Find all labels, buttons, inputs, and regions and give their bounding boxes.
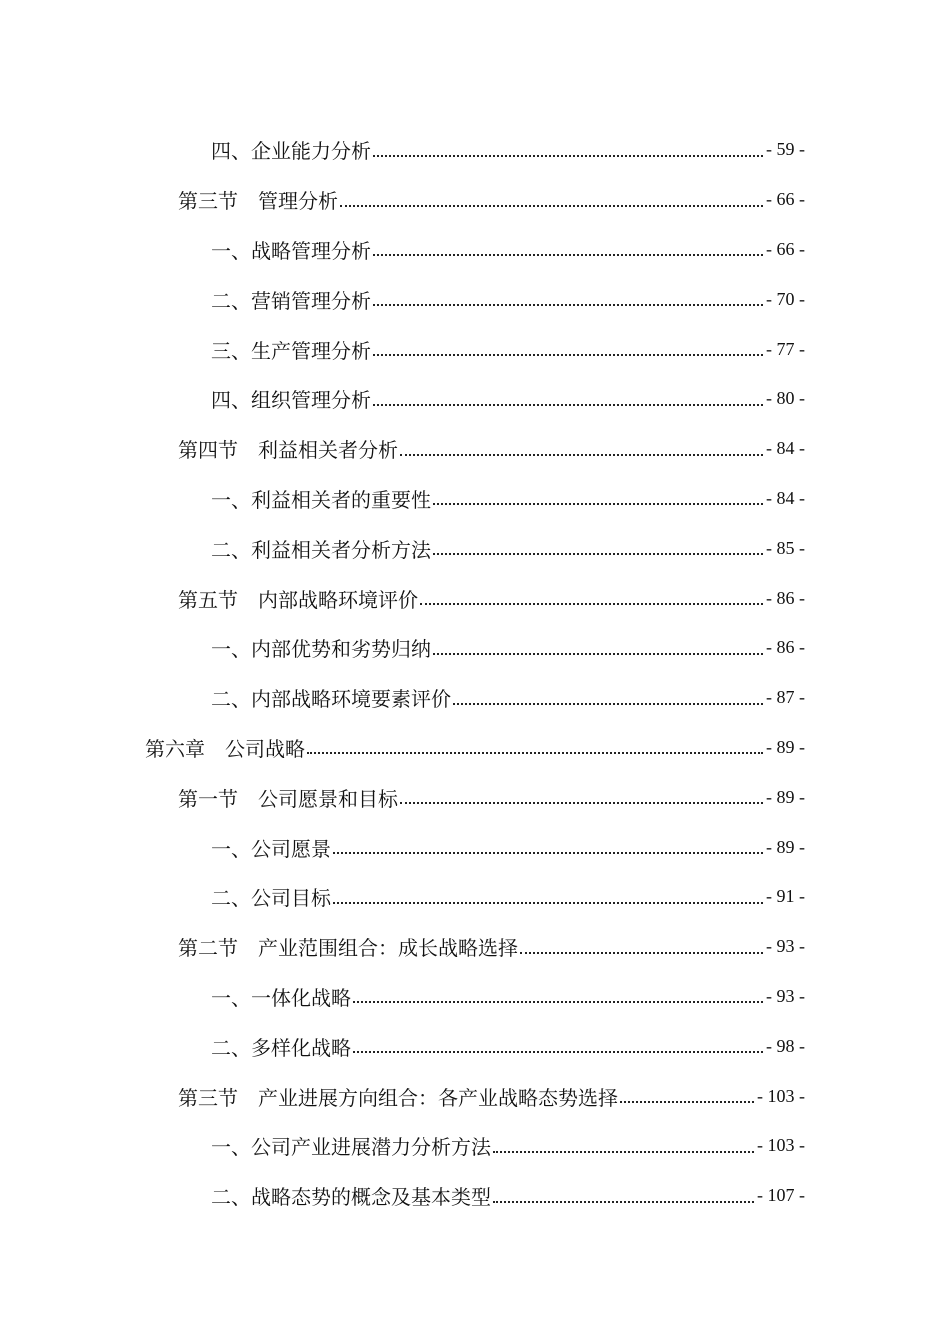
- toc-page-number: - 93 -: [766, 985, 805, 1006]
- toc-page-number: - 70 -: [766, 288, 805, 309]
- dot-leader: [373, 304, 763, 306]
- toc-entry-title: 四、组织管理分析: [211, 388, 371, 413]
- toc-page-number: - 89 -: [766, 786, 805, 807]
- dot-leader: [620, 1101, 754, 1103]
- dot-leader: [520, 952, 763, 954]
- toc-page-number: - 93 -: [766, 936, 805, 957]
- toc-page-number: - 86 -: [766, 637, 805, 658]
- dot-leader: [353, 1051, 763, 1053]
- dot-leader: [400, 802, 763, 804]
- toc-entry[interactable]: [0, 125, 950, 175]
- toc-entry-title: 第二节 产业范围组合：成长战略选择: [178, 936, 518, 961]
- toc-entry-title: 三、生产管理分析: [211, 338, 371, 363]
- toc-entry-title: 四、企业能力分析: [211, 139, 371, 164]
- toc-entry-title: 一、内部优势和劣势归纳: [211, 637, 431, 662]
- table-of-contents: [0, 125, 950, 1221]
- toc-entry-title: 一、公司愿景: [211, 836, 331, 861]
- toc-entry[interactable]: [0, 573, 950, 623]
- toc-entry[interactable]: [0, 523, 950, 573]
- toc-entry[interactable]: [0, 972, 950, 1022]
- toc-entry-title: 二、利益相关者分析方法: [211, 537, 431, 562]
- toc-page-number: - 85 -: [766, 537, 805, 558]
- toc-entry-title: 一、一体化战略: [211, 985, 351, 1010]
- toc-entry[interactable]: [0, 723, 950, 773]
- toc-entry[interactable]: [0, 673, 950, 723]
- toc-page-number: - 87 -: [766, 687, 805, 708]
- dot-leader: [433, 653, 763, 655]
- toc-entry[interactable]: [0, 324, 950, 374]
- toc-entry-title: 第一节 公司愿景和目标: [178, 786, 398, 811]
- toc-entry-title: 一、利益相关者的重要性: [211, 487, 431, 512]
- toc-page-number: - 103 -: [757, 1135, 805, 1156]
- toc-entry[interactable]: [0, 225, 950, 275]
- toc-page-number: - 103 -: [757, 1085, 805, 1106]
- toc-entry-title: 二、战略态势的概念及基本类型: [211, 1185, 491, 1210]
- toc-page-number: - 89 -: [766, 736, 805, 757]
- toc-entry[interactable]: [0, 274, 950, 324]
- toc-entry[interactable]: [0, 474, 950, 524]
- toc-entry-title: 二、营销管理分析: [211, 288, 371, 313]
- toc-page-number: - 107 -: [757, 1185, 805, 1206]
- toc-entry-title: 一、公司产业进展潜力分析方法: [211, 1135, 491, 1160]
- toc-entry-title: 第三节 管理分析: [178, 189, 338, 214]
- dot-leader: [493, 1201, 754, 1203]
- toc-page-number: - 59 -: [766, 139, 805, 160]
- dot-leader: [493, 1151, 754, 1153]
- toc-entry-title: 第三节 产业进展方向组合：各产业战略态势选择: [178, 1085, 618, 1110]
- dot-leader: [307, 752, 763, 754]
- toc-entry[interactable]: [0, 1121, 950, 1171]
- toc-entry[interactable]: [0, 623, 950, 673]
- toc-entry[interactable]: [0, 374, 950, 424]
- toc-page-number: - 84 -: [766, 438, 805, 459]
- toc-entry-title: 第四节 利益相关者分析: [178, 438, 398, 463]
- dot-leader: [333, 852, 763, 854]
- dot-leader: [373, 354, 763, 356]
- dot-leader: [333, 902, 763, 904]
- dot-leader: [453, 703, 763, 705]
- toc-entry-title: 第六章 公司战略: [145, 736, 305, 761]
- dot-leader: [373, 404, 763, 406]
- toc-entry[interactable]: [0, 772, 950, 822]
- toc-entry[interactable]: [0, 1071, 950, 1121]
- dot-leader: [400, 454, 763, 456]
- toc-entry-title: 一、战略管理分析: [211, 238, 371, 263]
- toc-entry[interactable]: [0, 424, 950, 474]
- toc-page-number: - 77 -: [766, 338, 805, 359]
- toc-entry[interactable]: [0, 175, 950, 225]
- dot-leader: [353, 1001, 763, 1003]
- dot-leader: [420, 603, 763, 605]
- dot-leader: [340, 205, 763, 207]
- toc-entry[interactable]: [0, 822, 950, 872]
- toc-page-number: - 91 -: [766, 886, 805, 907]
- toc-entry-title: 二、公司目标: [211, 886, 331, 911]
- toc-entry-title: 二、多样化战略: [211, 1035, 351, 1060]
- toc-page-number: - 86 -: [766, 587, 805, 608]
- dot-leader: [373, 155, 763, 157]
- toc-page-number: - 89 -: [766, 836, 805, 857]
- toc-page-number: - 98 -: [766, 1035, 805, 1056]
- toc-entry-title: 二、内部战略环境要素评价: [211, 687, 451, 712]
- toc-entry[interactable]: [0, 1021, 950, 1071]
- toc-entry[interactable]: [0, 922, 950, 972]
- toc-entry[interactable]: [0, 872, 950, 922]
- toc-page-number: - 66 -: [766, 238, 805, 259]
- dot-leader: [373, 254, 763, 256]
- toc-entry-title: 第五节 内部战略环境评价: [178, 587, 418, 612]
- dot-leader: [433, 503, 763, 505]
- dot-leader: [433, 553, 763, 555]
- toc-entry[interactable]: [0, 1171, 950, 1221]
- toc-page-number: - 80 -: [766, 388, 805, 409]
- toc-page-number: - 84 -: [766, 487, 805, 508]
- toc-page-number: - 66 -: [766, 189, 805, 210]
